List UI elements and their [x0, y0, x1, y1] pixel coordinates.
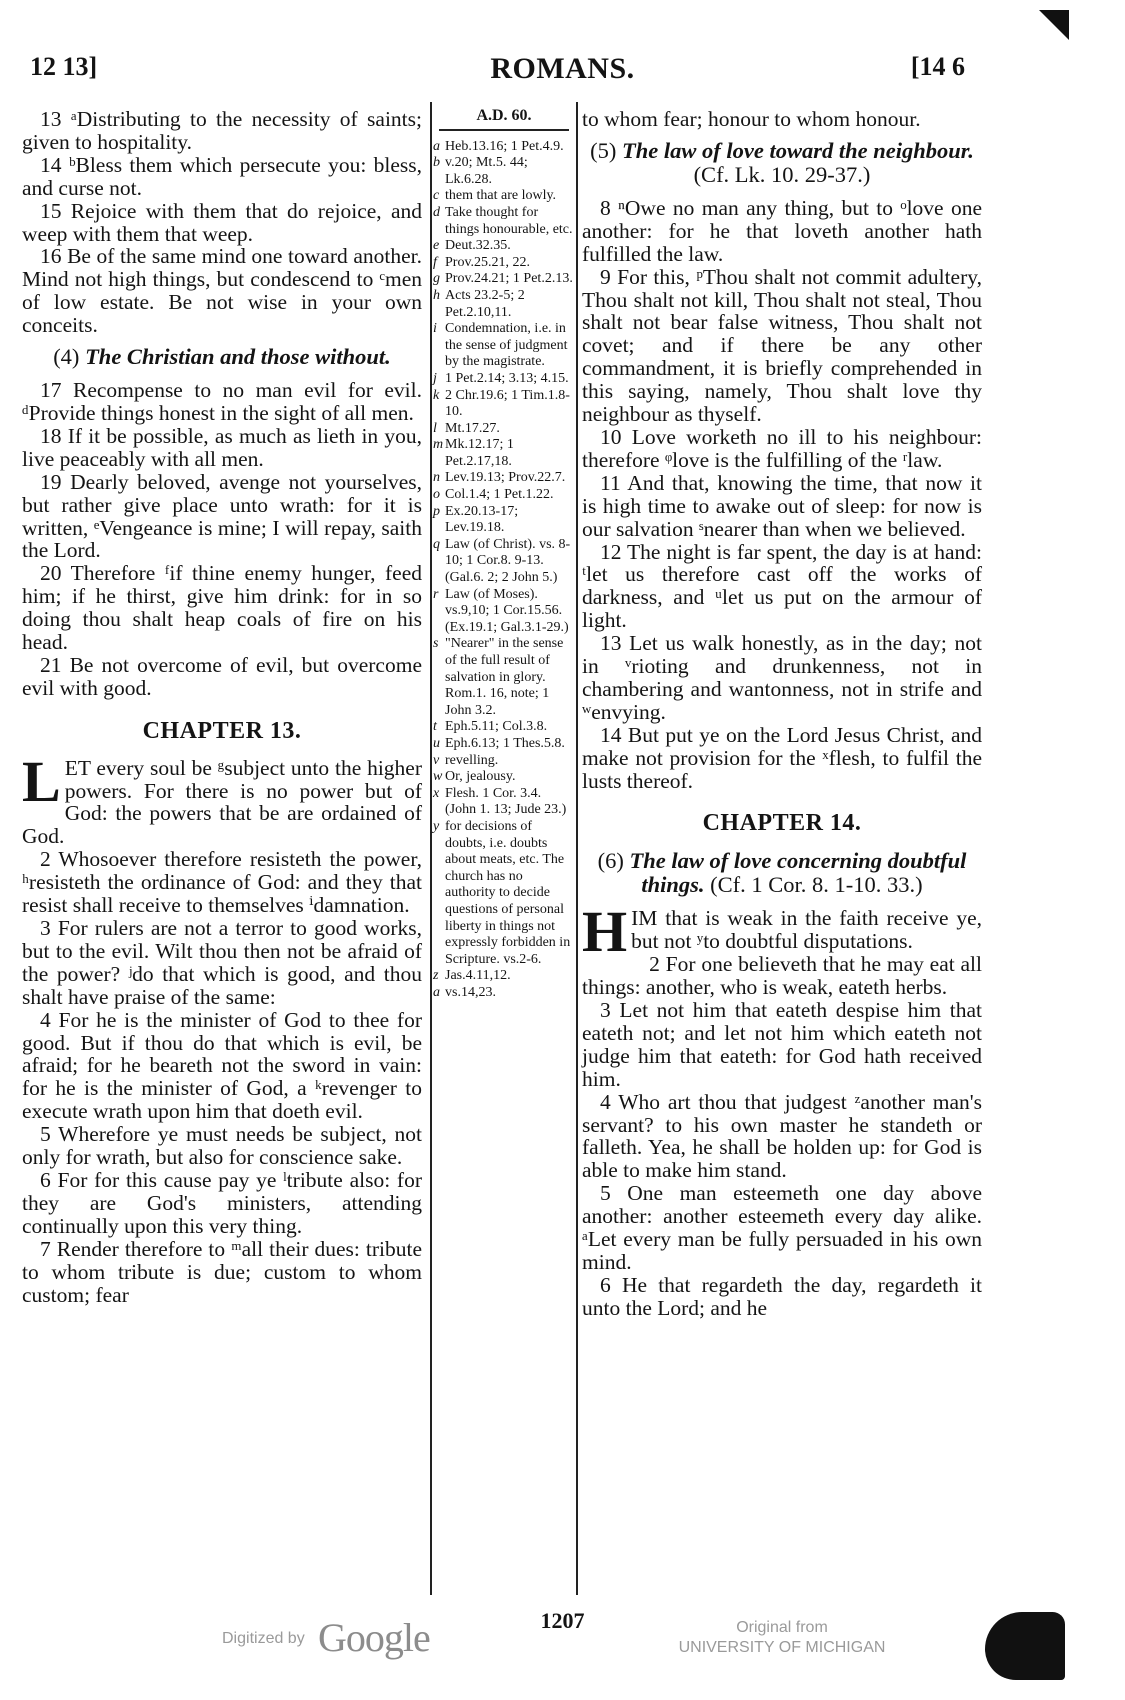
note-text: Take thought for things honourable, etc. — [445, 204, 573, 237]
note-text: Flesh. 1 Cor. 3.4. (John 1. 13; Jude 23.) — [445, 785, 567, 818]
note-letter: i — [433, 321, 437, 337]
note-text: Deut.32.35. — [445, 238, 511, 254]
verse-paragraph: 2 Whosoever therefore resisteth the power, ʰresisteth the ordinance of God: and they that resist shall receive to themselves ⁱdamnation. — [22, 847, 422, 918]
margin-note — [433, 205, 575, 238]
margin-note — [433, 421, 575, 438]
note-letter: n — [433, 470, 440, 486]
margin-note — [433, 238, 575, 255]
verse-paragraph: 7 Render therefore to ᵐall their dues: tribute to whom tribute is due; custom to whom custom; fear — [22, 1236, 422, 1307]
section-heading — [582, 139, 982, 187]
note-text: Acts 23.2-5; 2 Pet.2.10,11. — [445, 287, 525, 320]
verse-paragraph: 9 For this, ᵖThou shalt not commit adultery, Thou shalt not kill, Thou shalt not steal, Thou shalt not bear false witness, Thou shalt not covet; and if there be any other commandment, it is briefly comprehended in this saying, namely, Thou shalt love thy neighbour as thyself. — [582, 264, 982, 427]
section-number: (6) — [597, 848, 624, 874]
institution-name: UNIVERSITY OF MICHIGAN — [678, 1639, 886, 1656]
note-text: Col.1.4; 1 Pet.1.22. — [445, 487, 554, 503]
section-title: The law of love concerning doubtful things. — [629, 848, 967, 898]
note-letter: f — [433, 254, 437, 270]
drop-cap: H — [582, 899, 628, 965]
margin-note — [433, 437, 575, 470]
section-cross-reference: (Cf. 1 Cor. 8. 1-10. 33.) — [710, 872, 923, 898]
verse-paragraph: 8 ⁿOwe no man any thing, but to ᵒlove one another: for he that loveth another hath fulfilled the law. — [582, 195, 982, 266]
digitized-by-label: Digitized by — [222, 1630, 305, 1647]
chapter-heading: CHAPTER 14. — [702, 810, 862, 837]
margin-note — [433, 753, 575, 770]
note-text: "Nearer" in the sense of the full result of salvation in glory. Rom.1. 16, note; 1 John 3.2. — [445, 636, 564, 718]
corner-mark — [1039, 10, 1069, 40]
note-letter: m — [433, 437, 444, 453]
note-letter: h — [433, 287, 440, 303]
note-letter: s — [433, 636, 439, 652]
margin-note — [433, 470, 575, 487]
note-text: vs.14,23. — [445, 984, 496, 1000]
verse-paragraph: 10 Love worketh no ill to his neighbour: therefore ᵠlove is the fulfilling of the ʳlaw. — [582, 424, 982, 472]
drop-cap: L — [22, 748, 61, 814]
margin-note — [433, 537, 575, 587]
note-letter: a — [433, 138, 440, 154]
section-title: The Christian and those without. — [85, 344, 391, 370]
chapter-heading: CHAPTER 13. — [142, 717, 302, 744]
margin-note — [433, 504, 575, 537]
note-text: revelling. — [445, 752, 499, 768]
verse-paragraph: 12 The night is far spent, the day is at hand: ᵗlet us therefore cast off the works of darkness, and ᵘlet us put on the armour of light. — [582, 539, 982, 633]
note-text: Law (of Christ). vs. 8-10; 1 Cor.8. 9-13. (Gal.6. 2; 2 John 5.) — [445, 536, 571, 586]
note-letter: y — [433, 818, 440, 834]
verse-paragraph: 13 ᵃDistributing to the necessity of saints; given to hospitality. — [22, 107, 422, 154]
page-number: 1207 — [540, 1608, 585, 1633]
margin-reference-column — [433, 108, 575, 1001]
note-letter: g — [433, 271, 440, 287]
note-text: Eph.5.11; Col.3.8. — [445, 719, 548, 735]
margin-note — [433, 155, 575, 188]
note-letter: c — [433, 188, 440, 204]
verse-paragraph: 5 One man esteemeth one day above another: another esteemeth every day alike. ᵃLet every man be fully persuaded in his own mind. — [582, 1181, 982, 1274]
note-text: Ex.20.13-17; Lev.19.18. — [445, 503, 519, 536]
note-text: Prov.25.21, 22. — [445, 254, 531, 270]
note-letter: l — [433, 420, 437, 436]
margin-note — [433, 487, 575, 504]
note-letter: e — [433, 238, 440, 254]
margin-note — [433, 786, 575, 819]
left-text-column — [22, 108, 422, 1306]
note-letter: p — [433, 503, 440, 519]
note-letter: a — [433, 984, 440, 1000]
note-text: Lev.19.13; Prov.22.7. — [445, 470, 566, 486]
note-letter: d — [433, 204, 440, 220]
opening-text: ET every soul be ᵍsubject unto the higher powers. For there is no power but of God: the powers that be are ordained of God. — [22, 755, 422, 849]
verse-paragraph: 3 For rulers are not a terror to good works, but to the evil. Wilt thou then not be afraid of the power? ʲdo that which is good, and thou shalt have praise of the same: — [22, 916, 422, 1009]
note-letter: x — [433, 785, 440, 801]
note-letter: t — [433, 719, 437, 735]
right-text-column — [582, 108, 982, 1320]
note-text: for decisions of doubts, i.e. doubts about meats, etc. The church has no authority to decide questions of personal liberty in things not expressly forbidden in Scripture. vs.2-6. — [445, 818, 571, 967]
margin-note — [433, 288, 575, 321]
note-letter: b — [433, 155, 440, 171]
note-letter: k — [433, 387, 440, 403]
verse-paragraph: 3 Let not him that eateth despise him that eateth not; and let not him which eateth not judge him that eateth: for God hath received him. — [582, 998, 982, 1091]
margin-note — [433, 719, 575, 736]
margin-note — [433, 139, 575, 156]
verse-paragraph: 5 Wherefore ye must needs be subject, not only for wrath, but also for conscience sake. — [22, 1122, 422, 1170]
verse-paragraph: 16 Be of the same mind one toward another. Mind not high things, but condescend to ᶜmen of low estate. Be not wise in your own conceits. — [22, 244, 422, 338]
margin-note — [433, 371, 575, 388]
note-text: v.20; Mt.5. 44; Lk.6.28. — [445, 155, 528, 187]
note-text: 1 Pet.2.14; 3.13; 4.15. — [445, 370, 569, 386]
verse-paragraph: 14 ᵇBless them which persecute you: bless, and curse not. — [22, 152, 422, 200]
section-cross-reference: (Cf. Lk. 10. 29-37.) — [693, 161, 871, 187]
note-letter: v — [433, 752, 440, 768]
original-from-text: Original from — [736, 1619, 828, 1636]
note-text: Law (of Moses). vs.9,10; 1 Cor.15.56. (Ex.19.1; Gal.3.1-29.) — [445, 586, 569, 635]
margin-note — [433, 388, 575, 421]
margin-note — [433, 636, 575, 719]
note-text: Condemnation, i.e. in the sense of judgment by the magistrate. — [445, 321, 568, 370]
section-heading — [22, 345, 422, 369]
verse-paragraph: 20 Therefore ᶠif thine enemy hunger, feed him; if he thirst, give him drink: for in so doing thou shalt heap coals of fire on his head. — [22, 561, 422, 655]
chapter-opening-paragraph — [22, 748, 422, 849]
note-text: Prov.24.21; 1 Pet.2.13. — [445, 271, 573, 287]
margin-note — [433, 736, 575, 753]
verse-paragraph: 2 For one believeth that he may eat all things: another, who is weak, eateth herbs. — [582, 952, 982, 1000]
verse-paragraph: 14 But put ye on the Lord Jesus Christ, and make not provision for the ˣflesh, to fulfil the lusts thereof. — [582, 722, 982, 793]
note-text: Jas.4.11,12. — [445, 968, 511, 984]
margin-notes — [433, 139, 575, 1002]
chapter-opening-paragraph — [582, 899, 982, 965]
note-text: them that are lowly. — [445, 188, 557, 204]
note-letter: q — [433, 536, 440, 552]
verse-paragraph: 18 If it be possible, as much as lieth in you, live peaceably with all men. — [22, 423, 422, 471]
section-number: (4) — [53, 344, 80, 370]
section-number: (5) — [590, 137, 617, 163]
margin-note — [433, 769, 575, 786]
verse-paragraph: 21 Be not overcome of evil, but overcome evil with good. — [22, 652, 422, 700]
google-logo: Google — [318, 1615, 430, 1660]
scan-smudge — [985, 1612, 1065, 1680]
margin-note — [433, 321, 575, 371]
margin-note — [433, 985, 575, 1002]
note-letter: o — [433, 487, 440, 503]
margin-note — [433, 188, 575, 205]
column-rule-right — [576, 102, 578, 1595]
date-heading: A.D. 60. — [439, 108, 569, 131]
verse-paragraph: 13 Let us walk honestly, as in the day; not in ᵛrioting and drunkenness, not in chambering and wantonness, not in strife and ʷenvying. — [582, 631, 982, 724]
note-text: Or, jealousy. — [445, 769, 516, 785]
margin-note — [433, 819, 575, 968]
note-text: Heb.13.16; 1 Pet.4.9. — [445, 138, 564, 154]
verse-paragraph: 19 Dearly beloved, avenge not yourselves, but rather give place unto wrath: for it is written, ᵉVengeance is mine; I will repay, saith the Lord. — [22, 469, 422, 563]
section-title: The law of love toward the neighbour. — [621, 137, 974, 163]
verse-paragraph: 6 He that regardeth the day, regardeth it unto the Lord; and he — [582, 1272, 982, 1320]
header-right-reference: [14 6 — [910, 52, 965, 81]
original-from-label — [662, 1618, 902, 1658]
verse-paragraph: 4 Who art thou that judgest ᶻanother man's servant? to his own master he standeth or falleth. Yea, he shall be holden up: for God is able to make him stand. — [582, 1089, 982, 1183]
note-letter: j — [433, 370, 437, 386]
opening-text: IM that is weak in the faith receive ye, but not ʸto doubtful disputations. — [631, 906, 982, 954]
margin-note — [433, 968, 575, 985]
header-left-reference: 12 13] — [30, 52, 98, 81]
note-letter: r — [433, 586, 439, 602]
margin-note — [433, 271, 575, 288]
verse-paragraph: 17 Recompense to no man evil for evil. ᵈProvide things honest in the sight of all men. — [22, 378, 422, 425]
verse-paragraph: 11 And that, knowing the time, that now it is high time to awake out of sleep: for now is our salvation ˢnearer than when we believed. — [582, 470, 982, 541]
note-text: Eph.6.13; 1 Thes.5.8. — [445, 735, 565, 751]
note-letter: z — [433, 968, 439, 984]
margin-note — [433, 587, 575, 637]
book-title: ROMANS. — [490, 52, 635, 85]
note-letter: u — [433, 735, 440, 751]
verse-paragraph: to whom fear; honour to whom honour. — [582, 107, 921, 131]
verse-paragraph: 4 For he is the minister of God to thee for good. But if thou do that which is evil, be afraid; for he beareth not the sword in vain: for he is the minister of God, a ᵏrevenger to execute wrath upon him that doeth evil. — [22, 1007, 422, 1124]
note-text: Mk.12.17; 1 Pet.2.17,18. — [445, 437, 514, 469]
margin-note — [433, 255, 575, 272]
verse-paragraph: 6 For for this cause pay ye ˡtribute also: for they are God's ministers, attending continually upon this very thing. — [22, 1167, 422, 1238]
note-letter: w — [433, 769, 443, 785]
note-text: 2 Chr.19.6; 1 Tim.1.8-10. — [445, 387, 570, 420]
section-heading — [582, 849, 982, 897]
column-rule-left — [430, 102, 432, 1595]
note-text: Mt.17.27. — [445, 420, 500, 436]
verse-paragraph: 15 Rejoice with them that do rejoice, and weep with them that weep. — [22, 198, 422, 246]
